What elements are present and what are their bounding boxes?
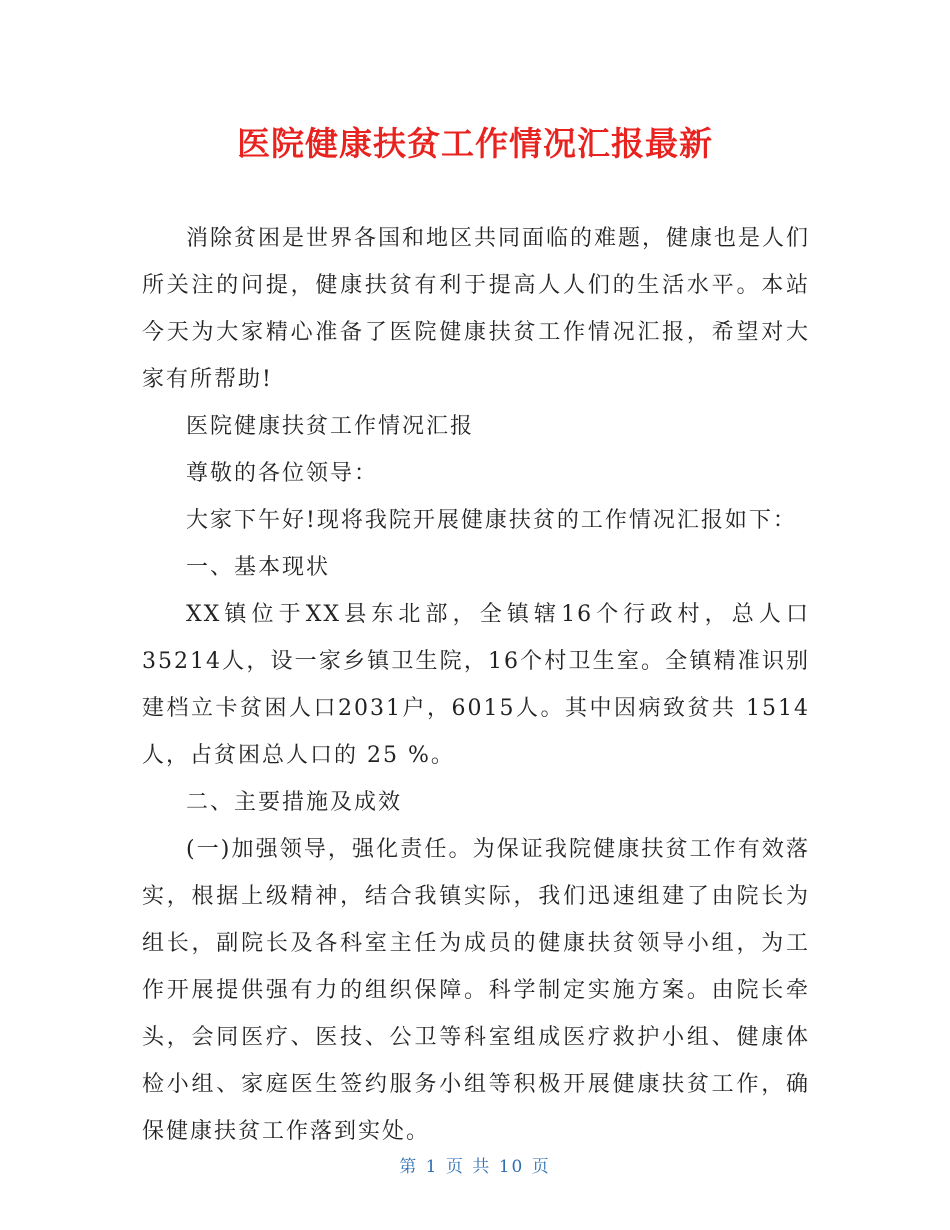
document-body [142, 215, 810, 1155]
paragraph-greeting: 大家下午好!现将我院开展健康扶贫的工作情况汇报如下： [186, 508, 797, 533]
paragraph-report-title: 医院健康扶贫工作情况汇报 [186, 414, 475, 439]
paragraph-salutation: 尊敬的各位领导： [186, 461, 379, 486]
paragraph-leadership: (一)加强领导，强化责任。为保证我院健康扶贫工作有效落实，根据上级精神，结合我镇实际，我们迅速组建了由院长为组长，副院长及各科室主任为成员的健康扶贫领导小组，为工作开展提供强有力的组织保障。科学制定实施方案。由院长牵头，会同医疗、医技、公卫等科室组成医疗救护小组、健康体检小组、家庭医生签约服务小组等积极开展健康扶贫工作，确保健康扶贫工作落到实处。 [142, 837, 810, 1144]
paragraph-intro: 消除贫困是世界各国和地区共同面临的难题，健康也是人们所关注的问提，健康扶贫有利于提高人人们的生活水平。本站今天为大家精心准备了医院健康扶贫工作情况汇报，希望对大家有所帮助! [142, 226, 811, 392]
section-heading-basic-status: 一、基本现状 [186, 555, 331, 580]
page-number-footer: 第 1 页 共 10 页 [399, 1157, 551, 1177]
section-heading-measures: 二、主要措施及成效 [186, 790, 403, 815]
document-title: 医院健康扶贫工作情况汇报最新 [237, 124, 713, 163]
paragraph-basic-status: XX镇位于XX县东北部，全镇辖16个行政村，总人口35214人，设一家乡镇卫生院，16个村卫生室。全镇精准识别建档立卡贫困人口2031户，6015人。其中因病致贫共 1514 人，占贫困总人口的 25 %。 [142, 602, 810, 768]
